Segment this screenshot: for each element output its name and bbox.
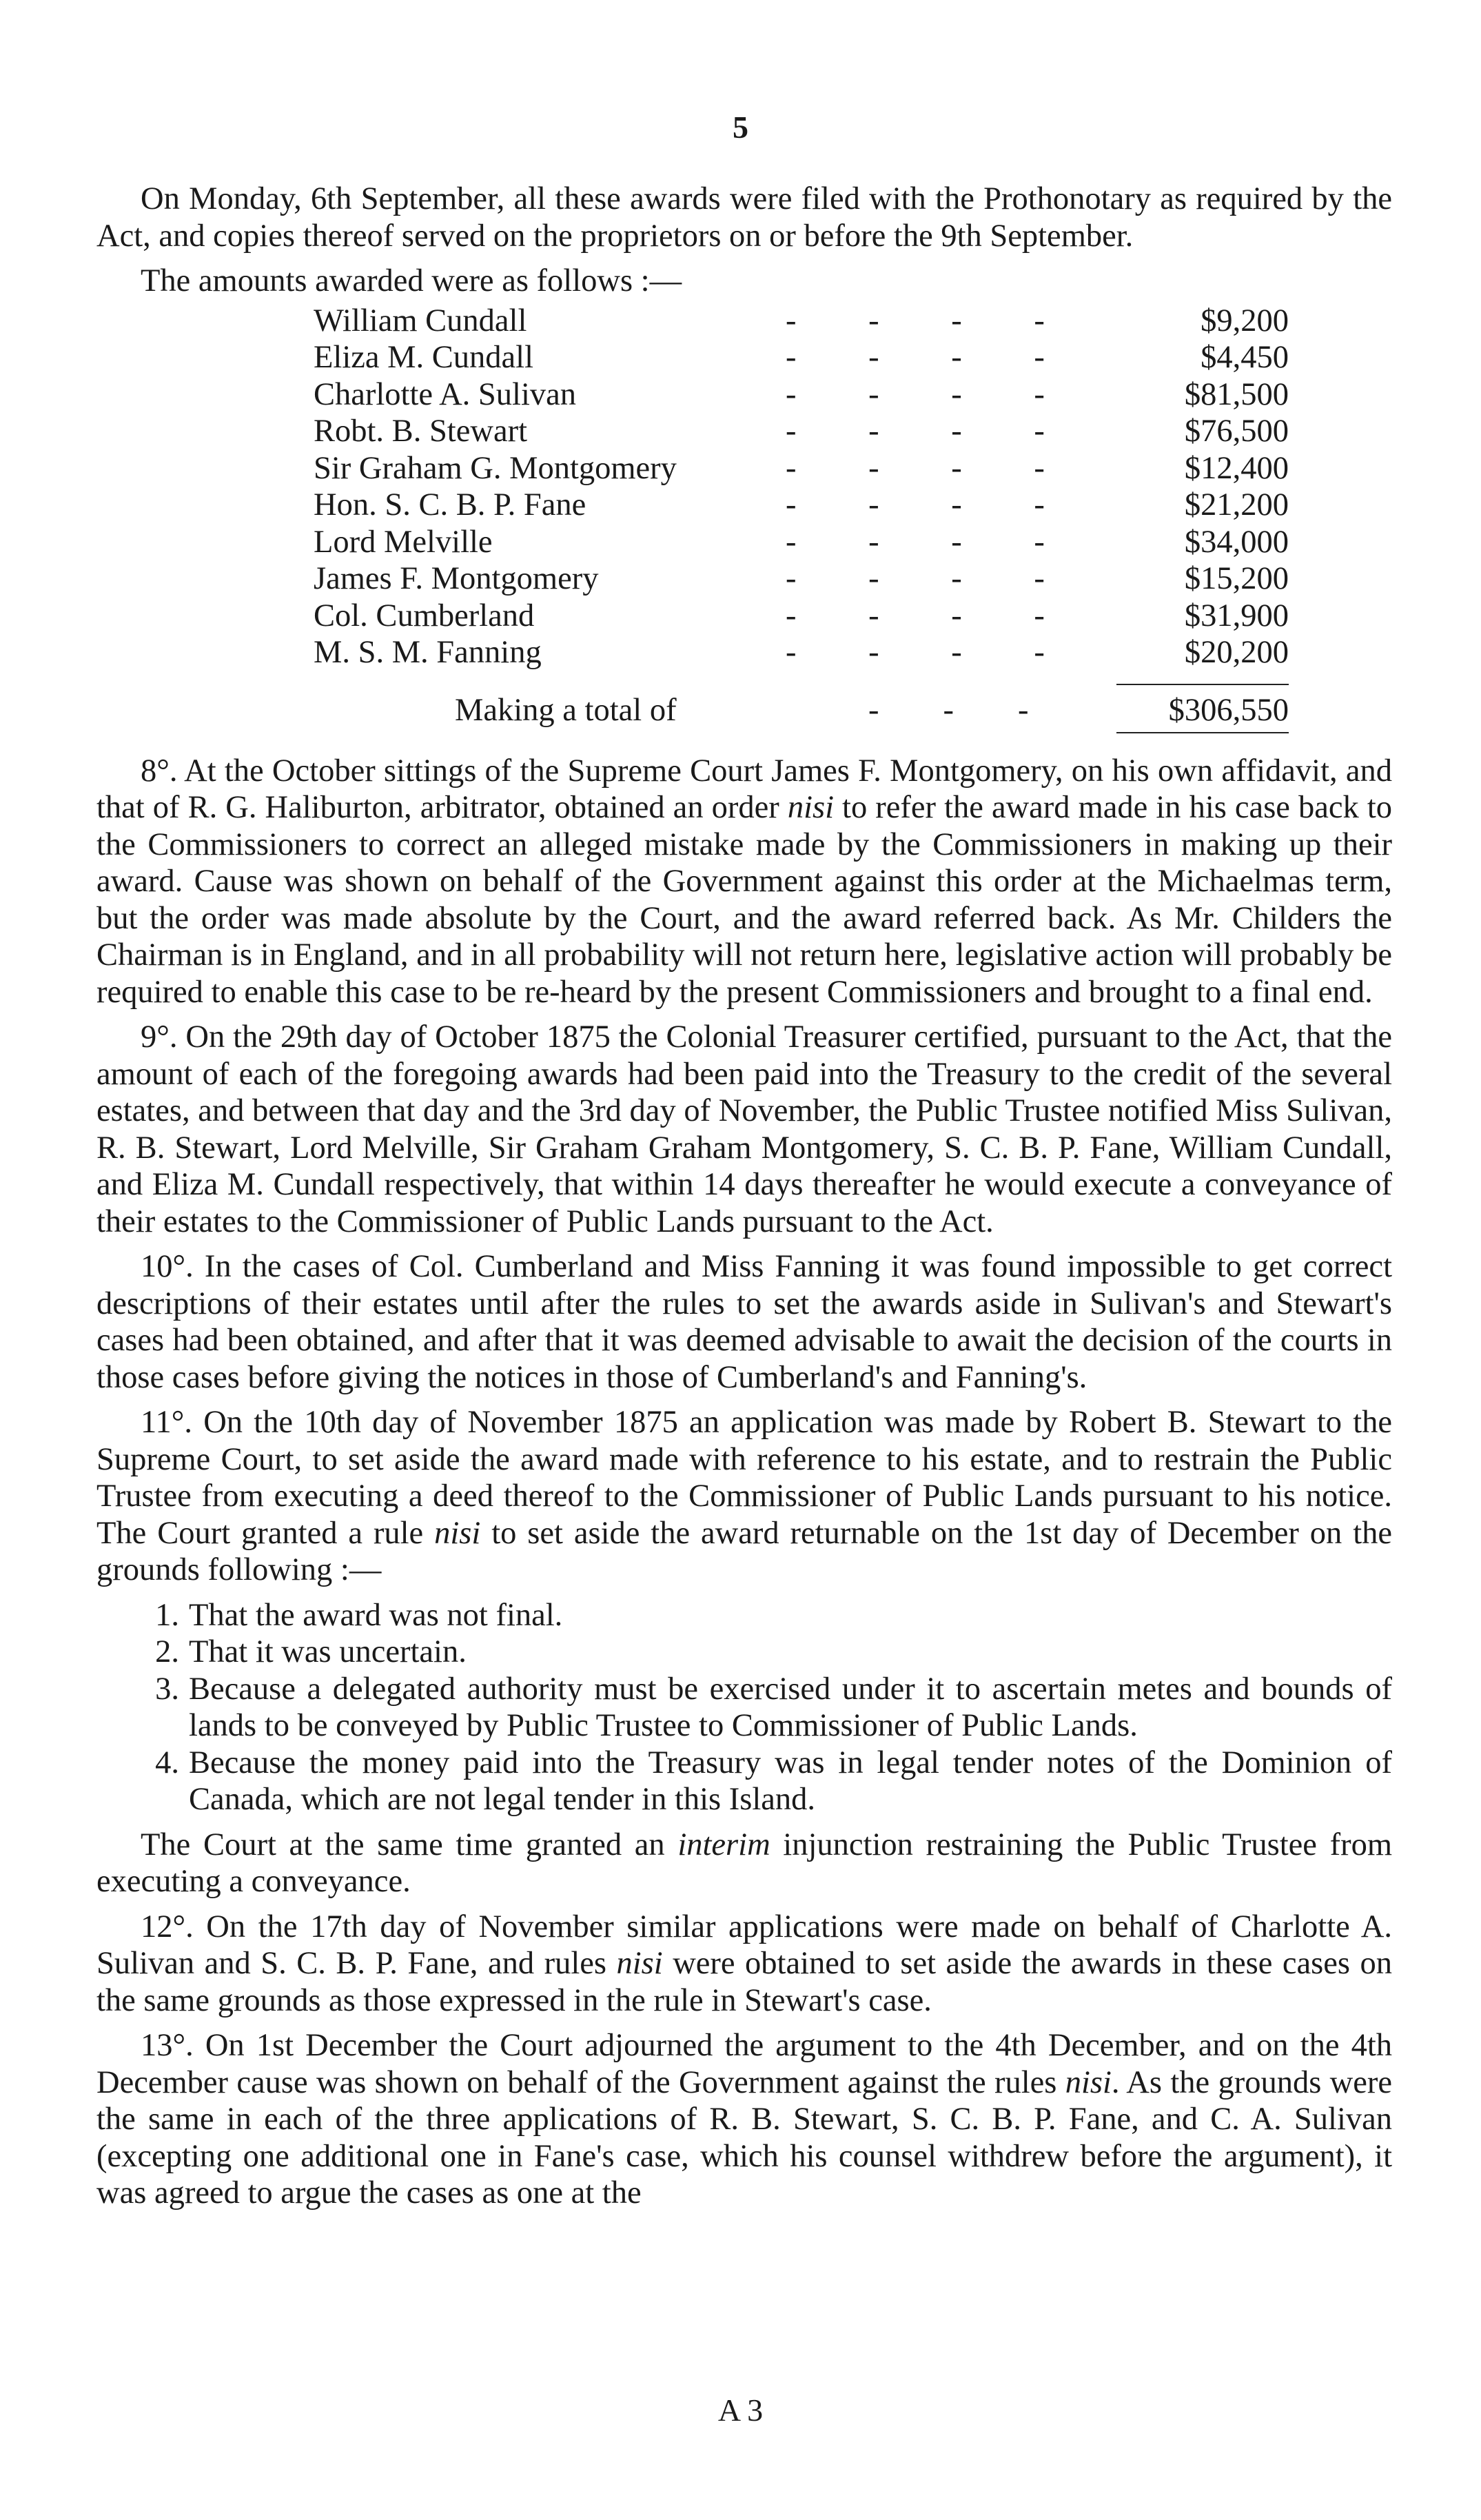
award-dashes: - - - - [786,561,1045,596]
award-row [96,450,1392,487]
award-amount: $76,500 [1184,414,1289,449]
awards-intro: The amounts awarded were as follows :— [141,263,682,298]
award-name: Lord Melville [314,524,493,560]
paragraph-11: 11°. On the 10th day of November 1875 an application was made by Robert B. Stewart to the Supreme Court, to set aside the award made with reference to his estate, and to restrain the Public Trustee from executing a deed thereof to the Commissioner of Public Lands pursuant to his notice. The Court granted a rule nisi to set aside the award returnable on the 1st day of December on the grounds following :— [96,1405,1392,1587]
grounds-list [96,1597,1392,1818]
award-amount: $12,400 [1184,450,1289,486]
award-dashes: - - - - [786,376,1045,412]
paragraph-8: 8°. At the October sittings of the Supreme Court James F. Montgomery, on his own affidavit, and that of R. G. Haliburton, arbitrator, obtained an order nisi to refer the award made in his case back to the Commissioners to correct an alleged mistake made by the Commissioners in making up their award. Cause was shown on behalf of the Government against this order at the Michaelmas term, but the order was made absolute by the Court, and the award referred back. As Mr. Childers the Chairman is in England, and in all probability will not return here, legislative action will probably be required to enable this case to be re-heard by the present Commissioners and brought to a final end. [96,753,1392,1010]
award-row [96,598,1392,635]
ground-number: 2. [155,1634,179,1669]
award-amount: $9,200 [1201,303,1289,338]
award-amount: $20,200 [1184,635,1289,670]
award-name: Sir Graham G. Montgomery [314,450,677,486]
award-row [96,487,1392,524]
award-row [96,560,1392,598]
award-amount: $15,200 [1184,561,1289,596]
award-dashes: - - - - [786,635,1045,670]
body-text [96,181,1392,2220]
ground-text: Because the money paid into the Treasury was in legal tender notes of the Dominion of Canada, which are not legal tender in this Island. [189,1745,1392,1817]
page-number: 5 [733,110,748,145]
paragraph-10: 10°. In the cases of Col. Cumberland and Miss Fanning it was found impossible to get correct descriptions of their estates until after the rules to set the awards aside in Sulivan's and Stewart's cases had been obtained, and after that it was deemed advisable to await the decision of the courts in those cases before giving the notices in those of Cumberland's and Fanning's. [96,1249,1392,1395]
award-name: William Cundall [314,303,527,338]
award-row [96,303,1392,340]
paragraph-13: 13°. On 1st December the Court adjourned the argument to the 4th December, and on the 4th December cause was shown on behalf of the Government against the rules nisi. As the grounds were the same in each of the three applications of R. B. Stewart, S. C. B. P. Fane, and C. A. Sulivan (excepting one additional one in Fane's case, which his counsel withdrew before the argument), it was agreed to argue the cases as one at the [96,2028,1392,2211]
ground-number: 1. [155,1597,179,1633]
award-name: Col. Cumberland [314,598,535,633]
paragraph-9: 9°. On the 29th day of October 1875 the Colonial Treasurer certified, pursuant to the Act, that the amount of each of the foregoing awards had been paid into the Treasury to the credit of the several estates, and between that day and the 3rd day of November, the Public Trustee notified Miss Sulivan, R. B. Stewart, Lord Melville, Sir Graham Graham Montgomery, S. C. B. P. Fane, William Cundall, and Eliza M. Cundall respectively, that within 14 days thereafter he would execute a conveyance of their estates to the Commissioner of Public Lands pursuant to the Act. [96,1019,1392,1239]
award-dashes: - - - - [786,340,1045,375]
awards-table [96,303,1392,671]
total-amount: $306,550 [1168,692,1289,728]
award-dashes: - - - - [786,524,1045,560]
award-name: Eliza M. Cundall [314,340,533,375]
intro-paragraph: On Monday, 6th September, all these awards were filed with the Prothonotary as required by the Act, and copies thereof served on the proprietors on or before the 9th September. [96,181,1392,254]
ground-text: Because a delegated authority must be exercised under it to ascertain metes and bounds of lands to be conveyed by Public Trustee to Commissioner of Public Lands. [189,1671,1392,1743]
award-dashes: - - - - [786,414,1045,449]
total-label: Making a total of [455,692,677,728]
award-amount: $4,450 [1201,340,1289,375]
award-dashes: - - - - [786,450,1045,486]
ground-number: 3. [155,1671,179,1707]
award-name: Hon. S. C. B. P. Fane [314,487,586,522]
award-row [96,339,1392,376]
total-rule-bottom [1116,732,1289,733]
ground-item [96,1634,1392,1671]
award-name: James F. Montgomery [314,561,599,596]
award-name: Charlotte A. Sulivan [314,376,577,412]
award-row [96,524,1392,561]
award-amount: $81,500 [1184,376,1289,412]
ground-item [96,1745,1392,1818]
total-dashes: - - - [868,692,1029,728]
award-amount: $34,000 [1184,524,1289,560]
ground-text: That the award was not final. [189,1597,563,1633]
award-name: M. S. M. Fanning [314,635,542,670]
award-row [96,634,1392,671]
paragraph-12: 12°. On the 17th day of November similar applications were made on behalf of Charlotte A. Sulivan and S. C. B. P. Fane, and rules nisi were obtained to set aside the awards in these cases on the same grounds as those expressed in the rule in Stewart's case. [96,1909,1392,2018]
award-row [96,376,1392,414]
signature-mark: A 3 [717,2392,764,2428]
total-rule-top [1116,684,1289,685]
ground-text: That it was uncertain. [189,1634,467,1669]
interim-paragraph: The Court at the same time granted an interim injunction restraining the Public Trustee from executing a conveyance. [96,1827,1392,1899]
award-dashes: - - - - [786,303,1045,338]
award-name: Robt. B. Stewart [314,414,527,449]
award-dashes: - - - - [786,487,1045,522]
award-amount: $31,900 [1184,598,1289,633]
award-row [96,413,1392,450]
ground-item [96,1597,1392,1634]
ground-number: 4. [155,1745,179,1780]
ground-item [96,1671,1392,1745]
award-dashes: - - - - [786,598,1045,633]
award-amount: $21,200 [1184,487,1289,522]
awards-total-row [96,684,1392,732]
